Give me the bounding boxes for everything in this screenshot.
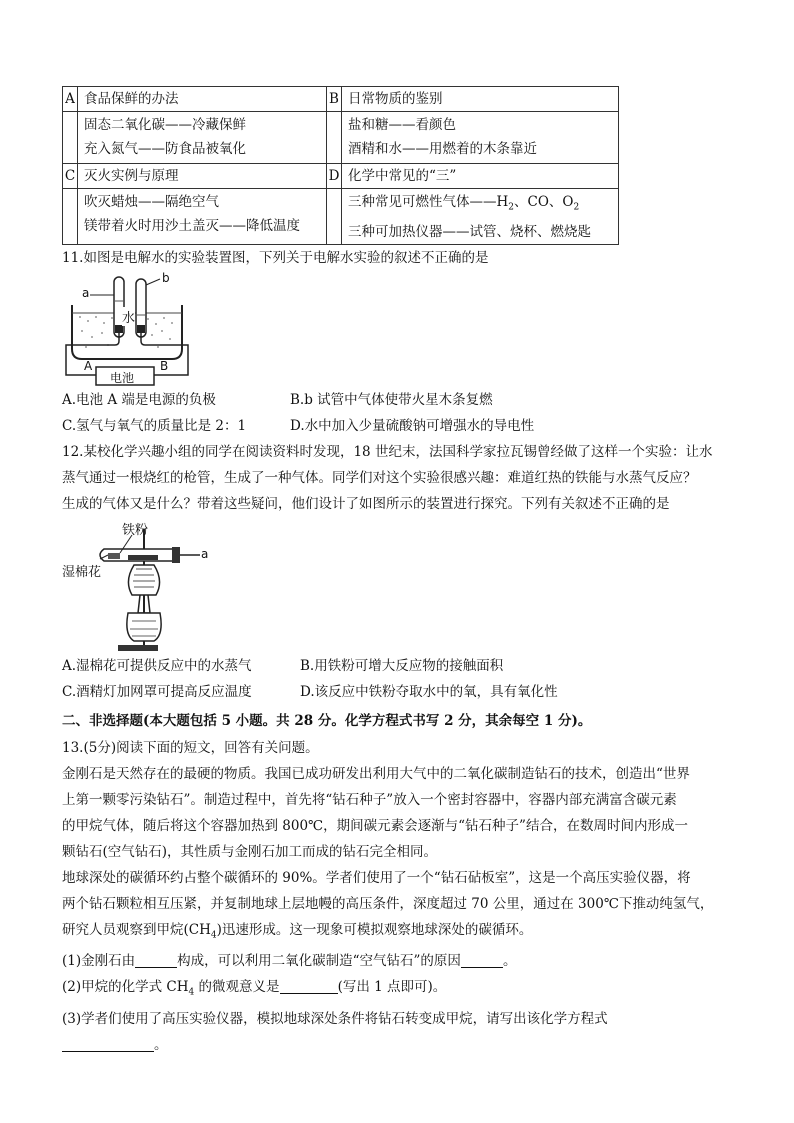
q12-option-c[interactable]: C.酒精灯加网罩可提高反应温度 [62, 683, 252, 700]
q13-p1-line3: 的甲烷气体，随后将这个容器加热到 800℃，期间碳元素会逐渐与“钻石种子”结合，在数周时间内形成一 [62, 817, 688, 834]
q13-p1-line2: 上第一颗零污染钻石”。制造过程中，首先将“钻石种子”放入一个密封容器中，容器内部充满富含碳元素 [62, 791, 677, 808]
q13-p1-line4: 颗钻石(空气钻石)，其性质与金刚石加工而成的钻石完全相同。 [62, 843, 438, 860]
outlet-a-label: a [201, 546, 209, 561]
answer-blank-2[interactable] [461, 951, 503, 968]
wet-cotton-label: 湿棉花 [62, 564, 102, 580]
table-body-c: 吹灭蜡烛——隔绝空气 镁带着火时用沙土盖灭——降低温度 [78, 189, 327, 245]
table-head-a: 食品保鲜的办法 [78, 87, 327, 112]
table-head-b: 日常物质的鉴别 [342, 87, 619, 112]
terminal-a-label: A [84, 358, 93, 373]
options-table [62, 86, 619, 245]
tube-a-label: a [82, 285, 90, 300]
q11-option-c[interactable]: C.氢气与氧气的质量比是 2：1 [62, 417, 247, 434]
table-head-c: 灭火实例与原理 [78, 164, 327, 189]
section-two-title: 二、非选择题(本大题包括 5 小题。共 28 分。化学方程式书写 2 分，其余每空 1 分)。 [62, 712, 592, 729]
q11-options-row1 [62, 387, 742, 413]
q12-option-b[interactable]: B.用铁粉可增大反应物的接触面积 [300, 657, 504, 674]
water-label: 水 [122, 307, 135, 326]
electrolysis-figure [62, 271, 212, 387]
q12-stem-line3: 生成的气体又是什么？带着这些疑问，他们设计了如图所示的装置进行探究。下列有关叙述不正确的是 [62, 495, 670, 512]
q11-stem: 11.如图是电解水的实验装置图，下列关于电解水实验的叙述不正确的是 [62, 249, 489, 266]
table-body-a: 固态二氧化碳——冷藏保鲜 充入氮气——防食品被氧化 [78, 112, 327, 164]
table-letter-b: B [327, 87, 342, 112]
answer-blank-1[interactable] [135, 951, 177, 968]
q13-sub3: (3)学者们使用了高压实验仪器，模拟地球深处条件将钻石转变成甲烷，请写出该化学方程式 [62, 1011, 608, 1028]
answer-blank-4[interactable] [62, 1035, 154, 1052]
q12-option-a[interactable]: A.湿棉花可提供反应中的水蒸气 [62, 657, 252, 674]
q13-p2-line1: 地球深处的碳循环约占整个碳循环的 90%。学者们使用了一个“钻石砧板室”，这是一个高压实验仪器，将 [62, 869, 691, 886]
q13-intro: 13.(5分)阅读下面的短文，回答有关问题。 [62, 739, 319, 756]
iron-steam-figure [62, 517, 212, 653]
table-letter-d: D [327, 164, 342, 189]
q12-stem-line1: 12.某校化学兴趣小组的同学在阅读资料时发现，18 世纪末，法国科学家拉瓦锡曾经做了这样一个实验：让水 [62, 443, 713, 460]
battery-label: 电池 [110, 370, 135, 385]
q13-sub1: (1)金刚石由 构成，可以利用二氧化碳制造“空气钻石”的原因 。 [62, 953, 517, 970]
table-body-b: 盐和糖——看颜色 酒精和水——用燃着的木条靠近 [342, 112, 619, 164]
table-body-d: 三种常见可燃性气体$——H_2$、CO、$O_2$ 三种可加热仪器——试管、烧杯、燃烧匙 [342, 189, 619, 245]
q11-option-b[interactable]: B.b 试管中气体使带火星木条复燃 [290, 391, 493, 408]
q13-sub3-answer: 。 [62, 1032, 742, 1058]
table-letter-c: C [63, 164, 78, 189]
q13-p2-line3: 研究人员观察到甲烷$(CH_4)$迅速形成。这一现象可模拟观察地球深处的碳循环。 [62, 921, 533, 941]
answer-blank-3[interactable] [280, 977, 338, 994]
q11-option-a[interactable]: A.电池 A 端是电源的负极 [62, 391, 216, 408]
q11-options-row2 [62, 413, 742, 439]
q12-options-row1 [62, 653, 742, 679]
q12-stem-line2: 蒸气通过一根烧红的枪管，生成了一种气体。同学们对这个实验很感兴趣：难道红热的铁能与水蒸气反应？ [62, 469, 697, 486]
q12-option-d[interactable]: D.该反应中铁粉夺取水中的氧，具有氧化性 [300, 683, 558, 700]
iron-powder-label: 铁粉 [122, 522, 149, 538]
q13-p2-line2: 两个钻石颗粒相互压紧，并复制地球上层地幔的高压条件，深度超过 70 公里，通过在 300℃下推动纯氢气， [62, 895, 714, 912]
q13-sub2: (2)甲烷的化学式 $CH_4$ 的微观意义是 (写出 1 点即可)。 [62, 979, 447, 999]
table-letter-a: A [63, 87, 78, 112]
q13-p1-line1: 金刚石是天然存在的最硬的物质。我国已成功研发出利用大气中的二氧化碳制造钻石的技术，创造出“世界 [62, 765, 690, 782]
tube-b-label: b [162, 270, 170, 285]
table-head-d: 化学中常见的“三” [342, 164, 619, 189]
q12-options-row2 [62, 679, 742, 705]
exam-page [62, 86, 742, 1058]
terminal-b-label: B [160, 358, 169, 373]
q11-option-d[interactable]: D.水中加入少量硫酸钠可增强水的导电性 [290, 417, 535, 434]
